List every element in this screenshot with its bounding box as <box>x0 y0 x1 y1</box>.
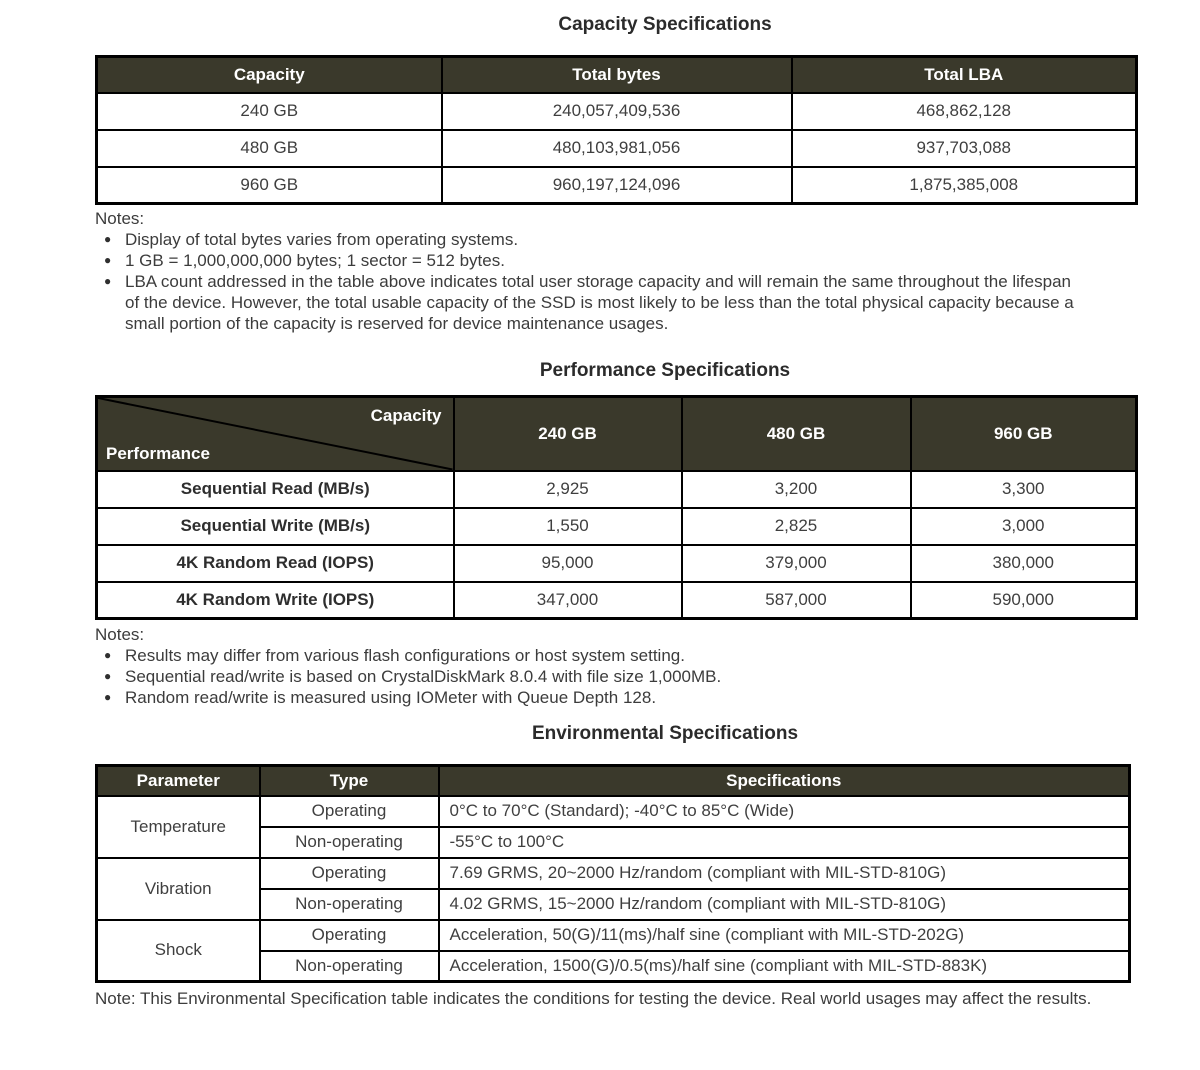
list-item <box>95 229 1200 250</box>
bullet-icon: ● <box>104 669 112 683</box>
diagonal-corner-cell <box>97 397 454 471</box>
value-cell: 95,000 <box>454 545 682 582</box>
total-lba-col-header: Total LBA <box>792 57 1137 93</box>
capacity-col-header: Capacity <box>97 57 442 93</box>
value-cell: 590,000 <box>911 582 1137 619</box>
total-bytes-col-header: Total bytes <box>442 57 792 93</box>
performance-notes <box>95 624 1200 708</box>
table-row <box>97 545 1137 582</box>
type-cell: Non-operating <box>260 827 439 858</box>
bullet-icon: ● <box>104 232 112 246</box>
specifications-col-header: Specifications <box>439 766 1130 796</box>
capacity-table <box>95 55 1138 205</box>
spec-cell: Acceleration, 1500(G)/0.5(ms)/half sine (compliant with MIL-STD-883K) <box>439 951 1130 982</box>
col-header-240gb: 240 GB <box>454 397 682 471</box>
note-text: 1 GB = 1,000,000,000 bytes; 1 sector = 512 bytes. <box>125 251 505 270</box>
table-row <box>97 471 1137 508</box>
corner-label-performance: Performance <box>106 443 210 463</box>
type-cell: Operating <box>260 796 439 827</box>
list-item <box>95 271 1200 334</box>
table-row <box>97 130 1137 167</box>
list-item <box>95 645 1200 666</box>
row-label-rand-write: 4K Random Write (IOPS) <box>97 582 454 619</box>
row-label-seq-write: Sequential Write (MB/s) <box>97 508 454 545</box>
value-cell: 3,300 <box>911 471 1137 508</box>
table-row <box>97 796 1130 827</box>
table-row <box>97 920 1130 951</box>
table-row <box>97 93 1137 130</box>
environmental-note: Note: This Environmental Specification table indicates the conditions for testing the device. Real world usages may affect the results. <box>95 989 1092 1008</box>
type-col-header: Type <box>260 766 439 796</box>
total-lba-cell: 1,875,385,008 <box>792 167 1137 204</box>
capacity-cell: 960 GB <box>97 167 442 204</box>
row-label-rand-read: 4K Random Read (IOPS) <box>97 545 454 582</box>
notes-label: Notes: <box>95 209 145 228</box>
type-cell: Non-operating <box>260 951 439 982</box>
value-cell: 379,000 <box>682 545 911 582</box>
value-cell: 3,000 <box>911 508 1137 545</box>
parameter-col-header: Parameter <box>97 766 260 796</box>
note-text: Random read/write is measured using IOMeter with Queue Depth 128. <box>125 688 657 707</box>
type-cell: Operating <box>260 920 439 951</box>
value-cell: 380,000 <box>911 545 1137 582</box>
parameter-cell-temperature: Temperature <box>97 796 260 858</box>
total-lba-cell: 937,703,088 <box>792 130 1137 167</box>
capacity-header-row <box>97 57 1137 93</box>
capacity-cell: 240 GB <box>97 93 442 130</box>
spec-cell: -55°C to 100°C <box>439 827 1130 858</box>
bullet-icon: ● <box>104 648 112 662</box>
performance-header-row <box>97 397 1137 471</box>
note-text: LBA count addressed in the table above indicates total user storage capacity and will remain the same throughout the lifespan of the device. However, the total usable capacity of the SSD is most likely to be less than the total physical capacity because a small portion of the capacity is reserved for device maintenance usages. <box>125 272 1074 333</box>
total-bytes-cell: 960,197,124,096 <box>442 167 792 204</box>
col-header-960gb: 960 GB <box>911 397 1137 471</box>
value-cell: 2,825 <box>682 508 911 545</box>
table-row <box>97 858 1130 889</box>
table-row <box>97 582 1137 619</box>
spec-cell: 7.69 GRMS, 20~2000 Hz/random (compliant with MIL-STD-810G) <box>439 858 1130 889</box>
table-row <box>97 508 1137 545</box>
bullet-icon: ● <box>104 690 112 704</box>
value-cell: 347,000 <box>454 582 682 619</box>
capacity-notes <box>95 208 1200 334</box>
performance-section-title: Performance Specifications <box>539 360 791 381</box>
value-cell: 3,200 <box>682 471 911 508</box>
note-text: Display of total bytes varies from operating systems. <box>125 230 519 249</box>
value-cell: 1,550 <box>454 508 682 545</box>
table-row <box>97 167 1137 204</box>
list-item <box>95 687 1200 708</box>
value-cell: 2,925 <box>454 471 682 508</box>
capacity-cell: 480 GB <box>97 130 442 167</box>
parameter-cell-shock: Shock <box>97 920 260 982</box>
environmental-table <box>95 764 1131 983</box>
list-item <box>95 250 1200 271</box>
type-cell: Operating <box>260 858 439 889</box>
spec-cell: 0°C to 70°C (Standard); -40°C to 85°C (Wide) <box>439 796 1130 827</box>
value-cell: 587,000 <box>682 582 911 619</box>
col-header-480gb: 480 GB <box>682 397 911 471</box>
parameter-cell-vibration: Vibration <box>97 858 260 920</box>
bullet-icon: ● <box>104 253 112 267</box>
performance-table <box>95 395 1138 620</box>
row-label-seq-read: Sequential Read (MB/s) <box>97 471 454 508</box>
total-bytes-cell: 240,057,409,536 <box>442 93 792 130</box>
corner-label-capacity: Capacity <box>370 406 442 425</box>
note-text: Sequential read/write is based on CrystalDiskMark 8.0.4 with file size 1,000MB. <box>125 667 722 686</box>
capacity-section-title: Capacity Specifications <box>558 14 772 35</box>
notes-label: Notes: <box>95 625 145 644</box>
note-text: Results may differ from various flash configurations or host system setting. <box>125 646 685 665</box>
type-cell: Non-operating <box>260 889 439 920</box>
environmental-section-title: Environmental Specifications <box>531 723 799 744</box>
spec-cell: 4.02 GRMS, 15~2000 Hz/random (compliant with MIL-STD-810G) <box>439 889 1130 920</box>
total-bytes-cell: 480,103,981,056 <box>442 130 792 167</box>
spec-cell: Acceleration, 50(G)/11(ms)/half sine (compliant with MIL-STD-202G) <box>439 920 1130 951</box>
list-item <box>95 666 1200 687</box>
bullet-icon: ● <box>104 274 112 288</box>
total-lba-cell: 468,862,128 <box>792 93 1137 130</box>
environmental-header-row <box>97 766 1130 796</box>
